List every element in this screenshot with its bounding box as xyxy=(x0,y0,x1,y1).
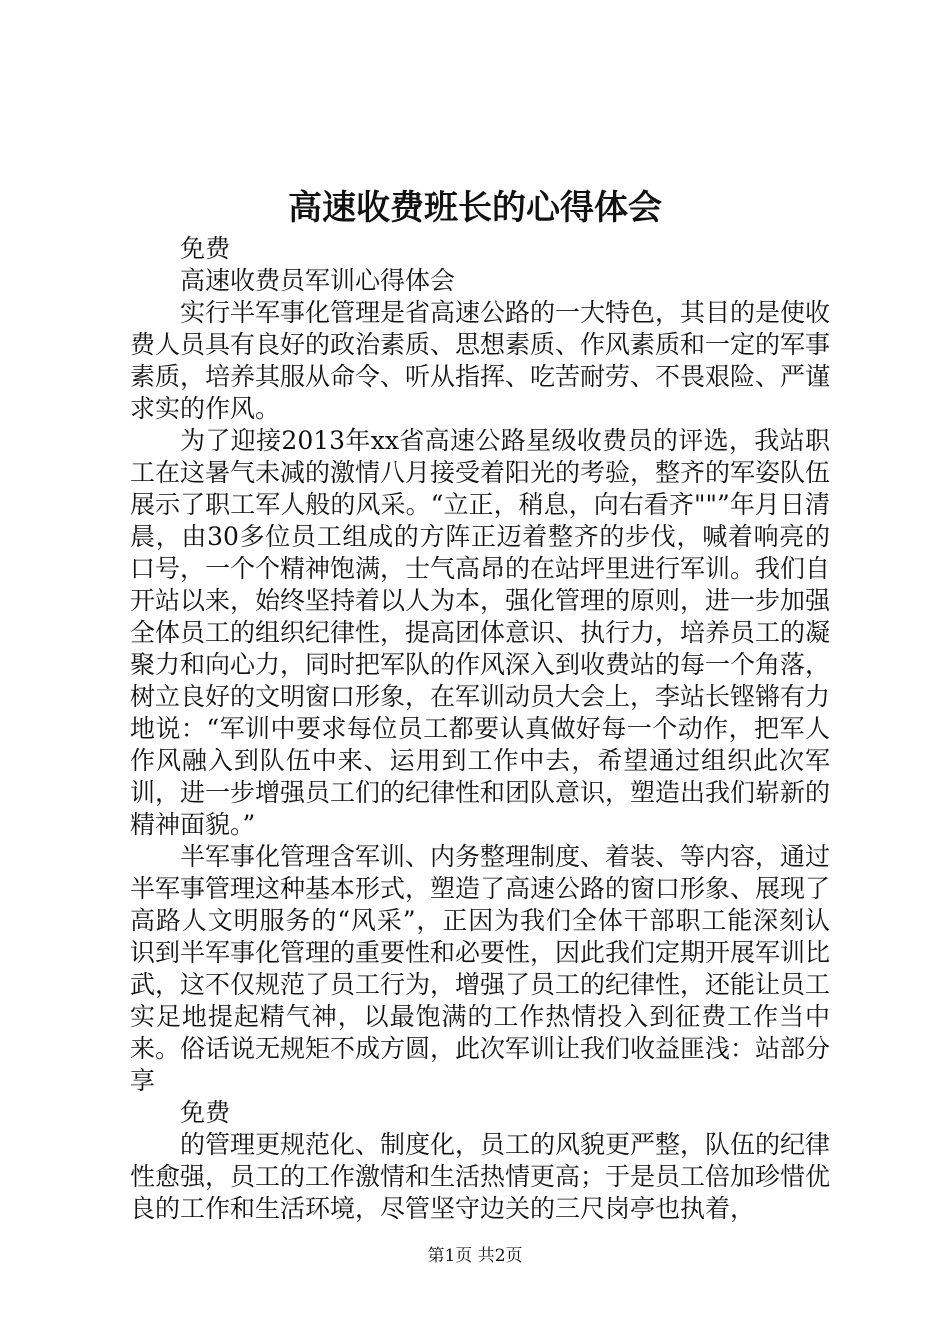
document-body xyxy=(130,233,830,1225)
paragraph: 为了迎接2013年xx省高速公路星级收费员的评选，我站职工在这暑气未减的激情八月接受着阳光的考验，整齐的军姿队伍展示了职工军人般的风采。“立正，稍息，向右看齐""”年月日清晨，由30多位员工组成的方阵正迈着整齐的步伐，喊着响亮的口号，一个个精神饱满，士气高昂的在站坪里进行军训。我们自开站以来，始终坚持着以人为本，强化管理的原则，进一步加强全体员工的组织纪律性，提高团体意识、执行力，培养员工的凝聚力和向心力，同时把军队的作风深入到收费站的每一个角落，树立良好的文明窗口形象，在军训动员大会上，李站长铿锵有力地说：“军训中要求每位员工都要认真做好每一个动作，把军人作风融入到队伍中来、运用到工作中去，希望通过组织此次军训，进一步增强员工们的纪律性和团队意识，塑造出我们崭新的精神面貌。” xyxy=(130,426,831,839)
paragraph: 半军事化管理含军训、内务整理制度、着装、等内容，通过半军事管理这种基本形式，塑造了高速公路的窗口形象、展现了高路人文明服务的“风采”，正因为我们全体干部职工能深刻认识到半军事化管理的重要性和必要性，因此我们定期开展军训比武，这不仅规范了员工行为，增强了员工的纪律性，还能让员工实足地提起精气神，以最饱满的工作热情投入到征费工作当中来。俗话说无规矩不成方圆，此次军训让我们收益匪浅：站部分享 xyxy=(130,842,831,1095)
paragraph-subtitle: 高速收费员军训心得体会 xyxy=(180,266,456,295)
paragraph-free-label: 免费 xyxy=(180,1098,231,1127)
paragraph: 实行半军事化管理是省高速公路的一大特色，其目的是使收费人员具有良好的政治素质、思想素质、作风素质和一定的军事素质，培养其服从命令、听从指挥、吃苦耐劳、不畏艰险、严谨求实的作风。 xyxy=(130,298,831,423)
paragraph: 的管理更规范化、制度化，员工的风貌更严整，队伍的纪律性愈强，员工的工作激情和生活热情更高；于是员工倍加珍惜优良的工作和生活环境，尽管坚守边关的三尺岗亭也执着， xyxy=(130,1130,831,1223)
page-number-footer: 第1页 共2页 xyxy=(427,1246,523,1266)
page-title: 高速收费班长的心得体会 xyxy=(288,188,662,228)
paragraph-free-label: 免费 xyxy=(180,234,231,263)
